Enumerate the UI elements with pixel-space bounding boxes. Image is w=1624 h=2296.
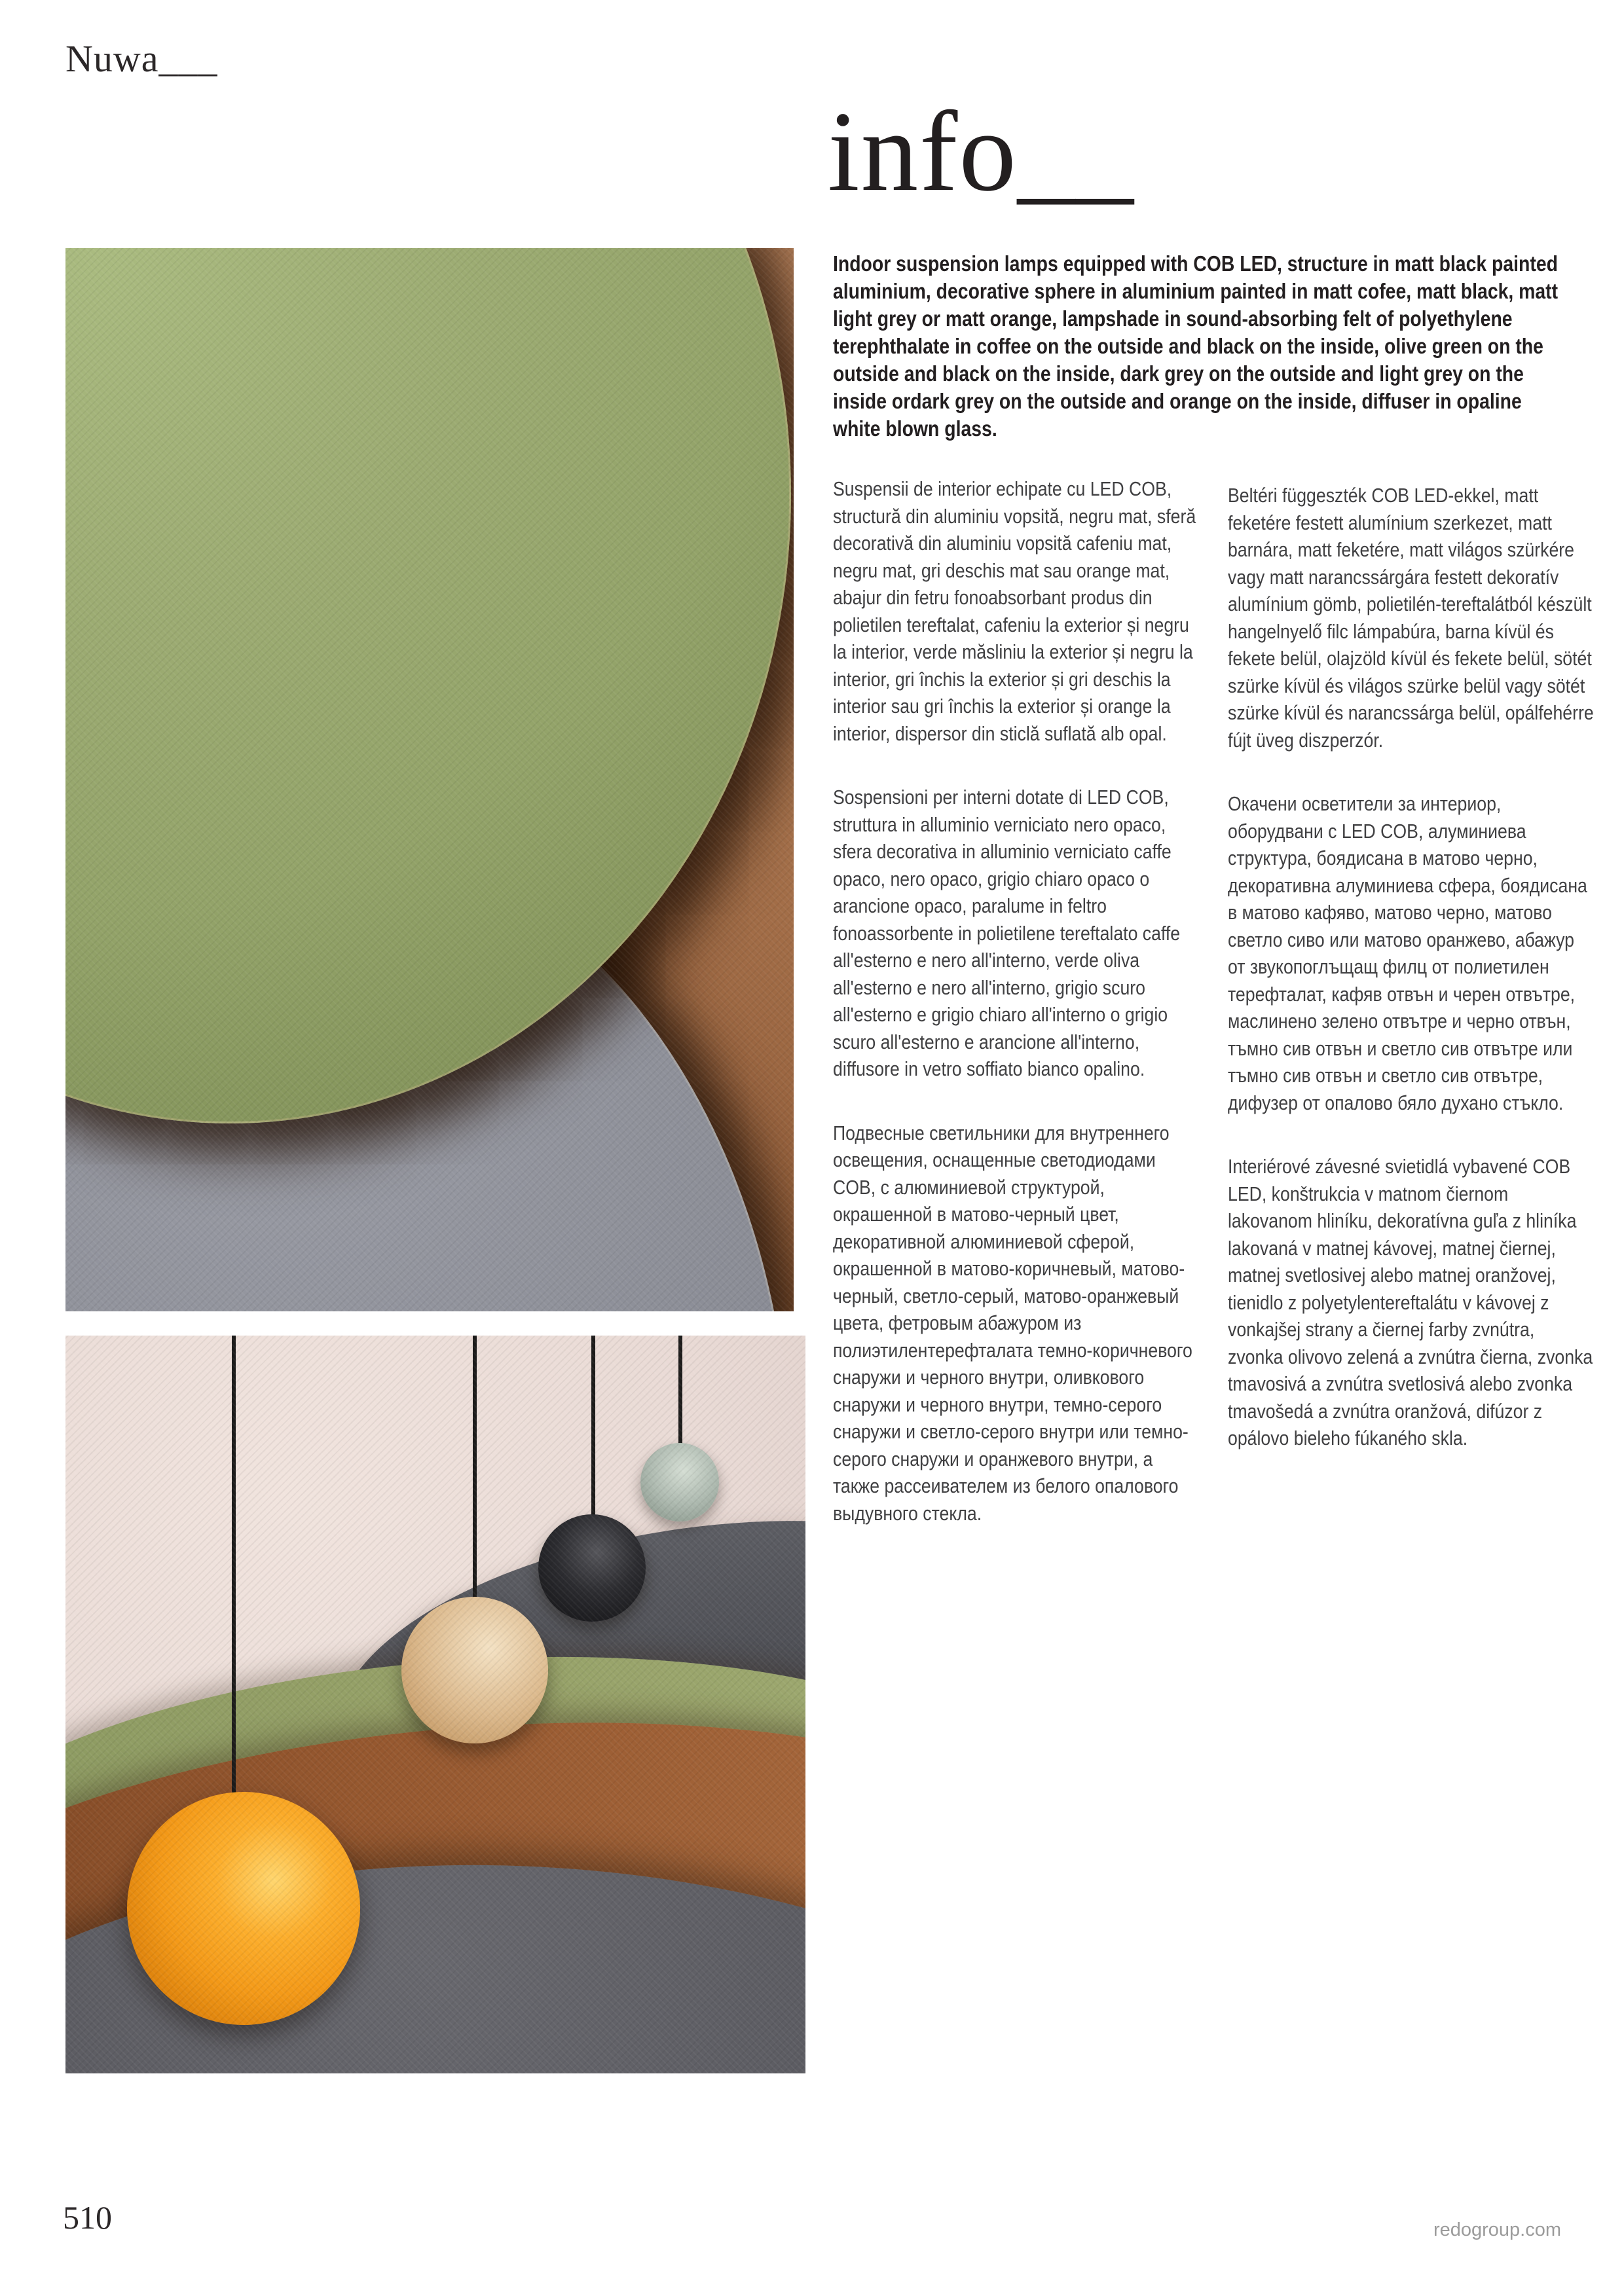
pendant-cable (591, 1336, 595, 1516)
decorative-sphere-orange (127, 1792, 360, 2025)
photo-pendant-lamps (65, 1336, 805, 2073)
photo-felt-discs (65, 248, 794, 1311)
description-paragraph-it: Sospensioni per interni dotate di LED COB, struttura in alluminio verniciato nero opaco, sfera decorativa in alluminio verniciato caffe opaco, nero opaco, grigio chiaro opaco o arancione opaco, paralume in feltro fonoassorbente in polietilene tereftalato caffe all'esterno e nero all'interno, verde oliva all'esterno e nero all'interno, grigio scuro all'esterno e grigio chiaro all'interno o grigio scuro all'esterno e arancione all'interno, diffusore in vetro soffiato bianco opalino. (833, 786, 1181, 1080)
product-name: Nuwa___ (65, 37, 218, 80)
website-url: redogroup.com (1433, 2219, 1561, 2240)
decorative-sphere-black (538, 1514, 646, 1622)
page-number: 510 (63, 2199, 112, 2236)
description-paragraph-ro: Suspensii de interior echipate cu LED COB, structură din aluminiu vopsită, negru mat, sferă decorativă din aluminiu vopsită cafeniu mat, negru mat, gri deschis mat sau orange mat, abajur din fetru fonoabsorbant produs din polietilen tereftalat, cafeniu la exterior și negru la interior, verde măsliniu la exterior și negru la interior, gri închis la exterior și gri deschis la interior sau gri închis la exterior și orange la interior, dispersor din sticlă suflată alb opal. (833, 477, 1196, 745)
description-paragraph-ru: Подвесные светильники для внутреннего освещения, оснащенные светодиодами COB, с алюминиевой структурой, окрашенной в матово-черный цвет, декоративной алюминиевой сферой, окрашенной в матово-коричневый, матово-черный, светло-серый, матово-оранжевый цвета, фетровым абажуром из полиэтилентерефталата темно-коричневого снаружи и черного внутри, оливкового снаружи и черного внутри, темно-серого снаружи и светло-серого внутри или темно-серого снаружи и оранжевого внутри, а также рассеивателем из белого опалового выдувного стекла. (833, 1121, 1192, 1525)
pendant-cable (232, 1336, 236, 1794)
description-column-right (1228, 482, 1594, 1489)
decorative-sphere-sage (640, 1443, 719, 1522)
felt-disc-olive-green (65, 248, 791, 1123)
pendant-cable (473, 1336, 477, 1599)
description-column-left (833, 475, 1199, 1563)
page-title: info__ (828, 88, 1135, 215)
decorative-sphere-beige (401, 1597, 548, 1743)
description-paragraph-bg: Окачени осветители за интериор, оборудвани с LED COB, алуминиева структура, боядисана в матово черно, декоративна алуминиева сфера, боядисана в матово кафяво, матово черно, матово светло сиво или матово оранжево, абажур от звукопоглъщащ филц от полиетилен терефталат, кафяв отвън и черен отвътре, маслинено зелено отвътре и черно отвън, тъмно сив отвън и светло сив отвътре или тъмно сив отвън и светло сив отвътре, дифузер от опалово бяло духано стъкло. (1228, 792, 1587, 1114)
pendant-cable (678, 1336, 682, 1445)
description-paragraph-hu: Beltéri függeszték COB LED-ekkel, matt feketére festett alumínium szerkezet, matt barnára, matt feketére, matt világos szürkére vagy matt narancssárgára festett dekoratív alumínium gömb, polietilén-tereftalátból készült hangelnyelő filc lámpabúra, barna kívül és fekete belül, olajzöld kívül és fekete belül, sötét szürke kívül és világos szürke belül vagy sötét szürke kívül és narancssárga belül, opálfehérre fújt üveg diszperzór. (1228, 484, 1594, 752)
description-paragraph-sk: Interiérové závesné svietidlá vybavené COB LED, konštrukcia v matnom čiernom lakovanom hliníku, dekoratívna guľa z hliníka lakovaná v matnej kávovej, matnej čiernej, matnej svetlosivej alebo matnej oranžovej, tienidlo z polyetylentereftalátu v kávovej z vonkajšej strany a čiernej farby zvnútra, zvonka olivovo zelená a zvnútra čierna, zvonka tmavosivá a zvnútra svetlosivá alebo zvonka tmavošedá a zvnútra oranžová, difúzor z opálovo bieleho fúkaného skla. (1228, 1155, 1593, 1449)
intro-paragraph-en: Indoor suspension lamps equipped with COB LED, structure in matt black painted aluminium, decorative sphere in aluminium painted in matt cofee, matt black, matt light grey or matt orange, lampshade in sound-absorbing felt of polyethylene terephthalate in coffee on the outside and black on the inside, olive green on the outside and black on the inside, dark grey on the outside and light grey on the inside ordark grey on the outside and orange on the inside, diffuser in opaline white blown glass. (833, 251, 1559, 441)
